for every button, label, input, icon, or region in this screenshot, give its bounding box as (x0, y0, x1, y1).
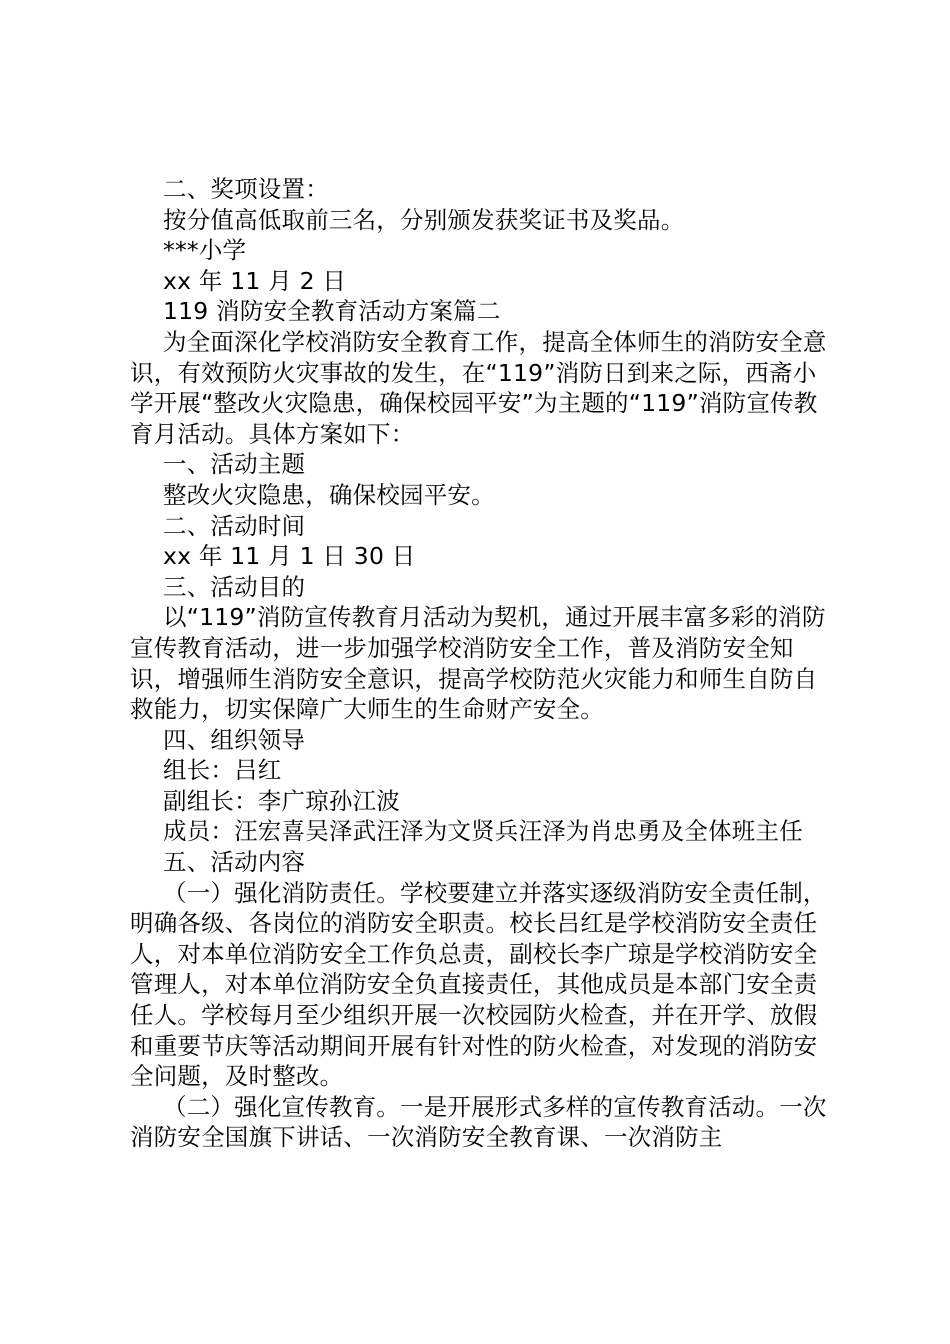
deputy-leader-line: 副组长：李广琼孙江波 (163, 786, 400, 815)
time-heading: 二、活动时间 (163, 511, 306, 540)
award-heading: 二、奖项设置： (163, 175, 329, 203)
education-paragraph: （二）强化宣传教育。一是开展形式多样的宣传教育活动。一次消防安全国旗下讲话、一次消防安全教育课、一次消防主 (130, 1092, 827, 1152)
content-heading: 五、活动内容 (163, 848, 306, 877)
purpose-paragraph: 以“119”消防宣传教育月活动为契机，通过开展丰富多彩的消防宣传教育活动，进一步加强学校消防安全工作，普及消防安全知识，增强师生消防安全意识，提高学校防范火灾能力和师生自防自救能力，切实保障广大师生的生命财产安全。 (130, 603, 826, 724)
time-text: xx 年 11 月 1 日 30 日 (163, 542, 416, 571)
purpose-heading: 三、活动目的 (163, 572, 306, 601)
date-line: xx 年 11 月 2 日 (163, 266, 347, 295)
theme-heading: 一、活动主题 (163, 450, 306, 479)
document-body (130, 174, 830, 1153)
responsibility-paragraph: （一）强化消防责任。学校要建立并落实逐级消防安全责任制，明确各级、各岗位的消防安全职责。校长吕红是学校消防安全责任人，对本单位消防安全工作负总责，副校长李广琼是学校消防安全管理人，对本单位消防安全负直接责任，其他成员是本部门安全责任人。学校每月至少组织开展一次校园防火检查，并在开学、放假和重要节庆等活动期间开展有针对性的防火检查，对发现的消防安全问题，及时整改。 (130, 878, 827, 1091)
section-title: 119 消防安全教育活动方案篇二 (163, 297, 501, 326)
school-name: ***小学 (163, 236, 247, 265)
leader-line: 组长：吕红 (163, 756, 282, 785)
intro-paragraph: 为全面深化学校消防安全教育工作，提高全体师生的消防安全意识，有效预防火灾事故的发生，在“119”消防日到来之际，西斋小学开展“整改火灾隐患，确保校园平安”为主题的“119”消防宣传教育月活动。具体方案如下： (130, 327, 827, 448)
theme-text: 整改火灾隐患，确保校园平安。 (163, 480, 495, 509)
members-line: 成员：汪宏喜吴泽武汪泽为文贤兵汪泽为肖忠勇及全体班主任 (163, 817, 803, 846)
leadership-heading: 四、组织领导 (163, 725, 306, 754)
award-text: 按分值高低取前三名，分别颁发获奖证书及奖品。 (163, 205, 685, 234)
